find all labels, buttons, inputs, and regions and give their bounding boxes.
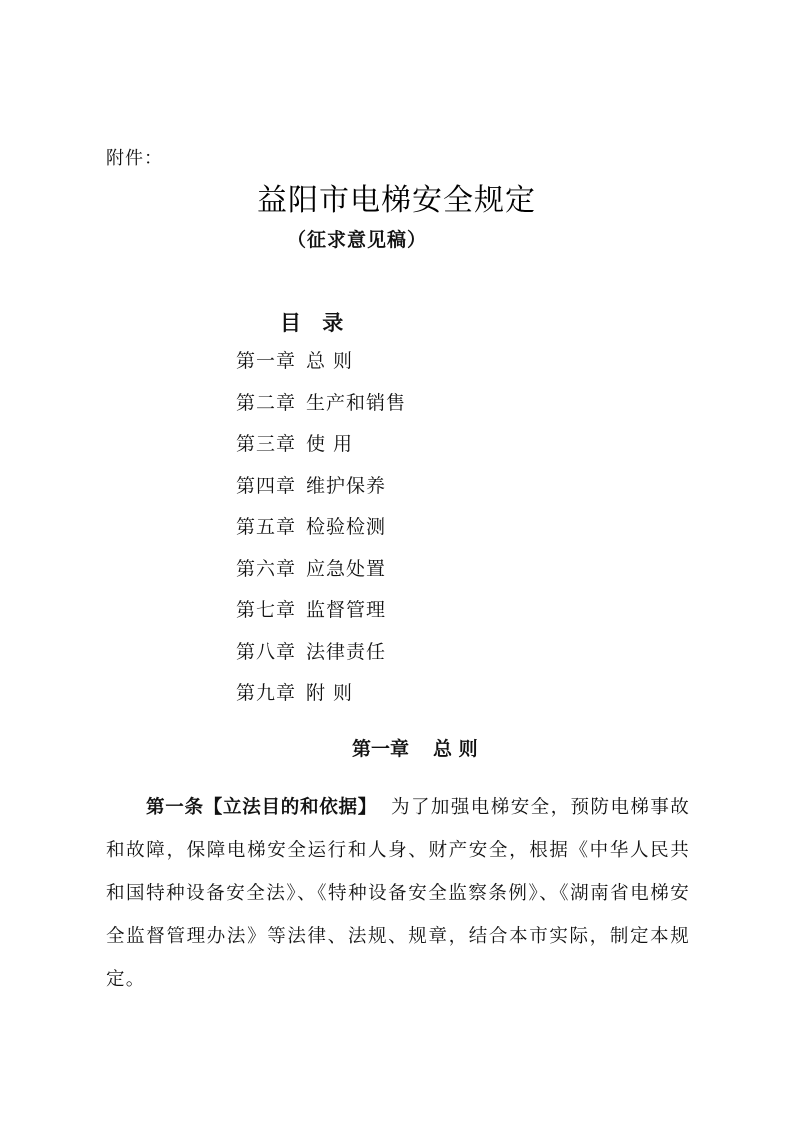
document-subtitle: （征求意见稿）	[287, 229, 428, 251]
toc-chapter-number: 第七章	[236, 599, 297, 621]
toc-chapter-name: 附 则	[306, 682, 354, 704]
toc-item	[236, 472, 406, 514]
attachment-label: 附件：	[106, 148, 163, 169]
chapter-heading	[352, 734, 478, 761]
toc-chapter-name: 检验检测	[306, 516, 387, 538]
toc-chapter-number: 第四章	[236, 474, 297, 497]
toc-item	[236, 513, 406, 555]
document-title: 益阳市电梯安全规定	[257, 183, 536, 218]
toc-chapter-name: 应急处置	[306, 557, 387, 580]
toc-chapter-name: 监督管理	[306, 599, 387, 621]
toc-chapter-number: 第二章	[236, 391, 297, 414]
toc-chapter-name: 总 则	[306, 350, 354, 372]
toc-chapter-number: 第五章	[236, 516, 297, 538]
chapter-name: 总 则	[433, 738, 478, 760]
toc-chapter-number: 第六章	[236, 557, 297, 580]
toc-item	[236, 638, 406, 680]
toc-chapter-name: 维护保养	[306, 474, 387, 497]
toc-chapter-number: 第三章	[236, 433, 297, 455]
toc-chapter-number: 第八章	[236, 640, 297, 663]
article-body: 为了加强电梯安全，预防电梯事故和故障，保障电梯安全运行和人身、财产安全，根据《中华人民共和国特种设备安全法》、《特种设备安全监察条例》、《湖南省电梯安全监督管理办法》等法律、法规、规章，结合本市实际，制定本规定。	[106, 797, 690, 990]
toc-chapter-name: 法律责任	[306, 640, 387, 663]
toc-chapter-number: 第一章	[236, 350, 297, 372]
toc-item	[236, 596, 406, 638]
toc-item	[236, 555, 406, 597]
toc-chapter-number: 第九章	[236, 682, 297, 704]
toc-heading: 目 录	[280, 311, 344, 335]
toc-item	[236, 389, 406, 431]
table-of-contents	[236, 347, 406, 721]
article-paragraph	[106, 786, 690, 1001]
article-heading: 第一条【立法目的和依据】	[146, 797, 377, 818]
chapter-number: 第一章	[352, 738, 410, 760]
toc-chapter-name: 使 用	[306, 433, 354, 455]
toc-chapter-name: 生产和销售	[306, 391, 407, 414]
toc-item	[236, 679, 406, 721]
toc-item	[236, 347, 406, 389]
toc-item	[236, 430, 406, 472]
